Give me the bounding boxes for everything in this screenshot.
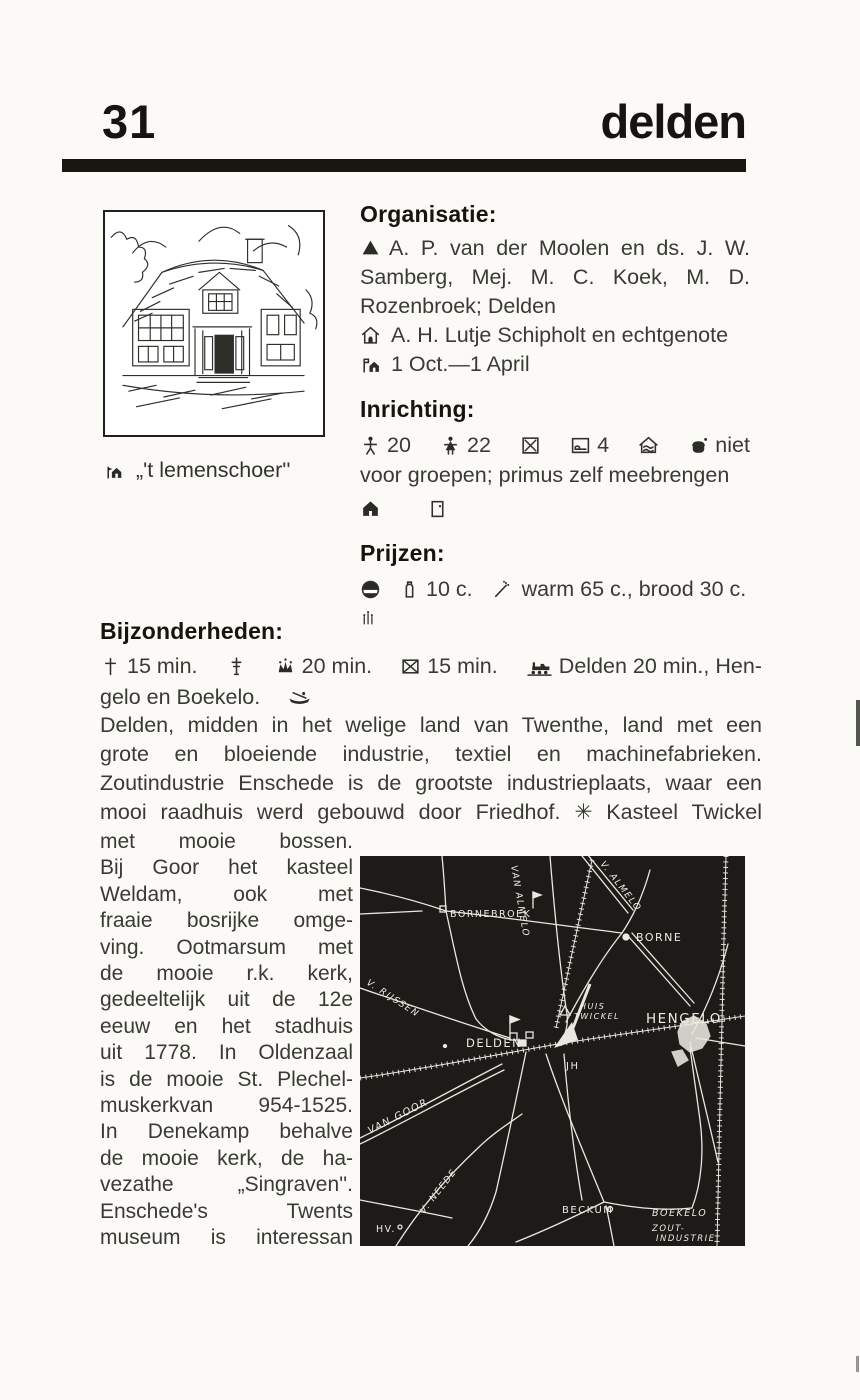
column-line: is de mooie St. Plechel- [100,1067,353,1091]
column-line: uit 1778. In Oldenzaal [100,1041,353,1065]
figure-caption [104,458,291,483]
brush-icon [491,579,512,600]
inrichting-icons-row2 [360,493,750,523]
map-label-v-almelo-right: V. ALMELO [597,859,643,914]
bed-icon [570,435,591,456]
organisatie-leader: A. P. van der Moolen en ds. J. W. Samberg, Mej. M. C. Koek, M. D. Rozenbroek; Delden [360,236,750,318]
map-label-huis: HUIS [580,1002,606,1011]
map-label-v-neede: V. NEEDE [418,1167,460,1216]
scan-artifact [856,1356,859,1372]
warden-house-icon [360,325,381,346]
article-paragraph [100,711,762,827]
bijzonderheden-line2: gelo en Boekelo. [100,682,762,713]
column-line: ving. Ootmarsum met [100,935,353,959]
bijzonderheden-heading: Bijzonderheden: [100,618,284,644]
map-label-v-rijssen: V. RIJSSEN [364,978,421,1020]
region-map [360,856,745,1246]
house-illustration [105,212,322,434]
organisatie-season: 1 Oct.—1 April [360,350,750,379]
organisatie-heading: Organisatie: [360,201,497,227]
prijzen-heading: Prijzen: [360,540,445,566]
map-label-van-almelo-left: VAN ALMELO [508,864,531,939]
house-waves-icon [638,435,659,456]
column-line: Enschede's Twents [100,1199,353,1223]
column-line: vezathe „Singraven''. [100,1173,353,1197]
column-line: In Denekamp behalve [100,1120,353,1144]
listing-details [360,201,750,631]
boxed-x-icon [400,656,421,677]
map-label-van-goor: VAN GOOR [366,1096,431,1137]
rowboat-icon [286,687,313,708]
region-map-svg [360,856,745,1246]
map-label-hv: HV. [376,1224,396,1235]
column-line: muskerkvan 954-1525. [100,1094,353,1118]
map-label-jh: JH [566,1061,580,1072]
double-cross-icon [226,656,247,677]
article-line: Delden, midden in het welige land van Twenthe, land met een [100,713,762,737]
article-line: grote en bloeiende industrie, textiel en machinefabrieken. [100,742,762,766]
column-line: museum is interessan [100,1226,353,1250]
kettle-icon [688,435,709,456]
map-label-zout: ZOUT- [652,1224,686,1234]
season-house-icon [360,354,381,375]
column-line: de mooie kerk, de ha- [100,1146,353,1170]
map-label-beckum: BECKUM [562,1205,614,1216]
house-illustration-frame [103,210,325,437]
map-label-borne: BORNE [636,931,683,944]
column-line: Weldam, ook met [100,882,353,906]
bottle-icon [399,579,420,600]
bijzonderheden-section [100,618,762,713]
inrichting-note: voor groepen; primus zelf meebrengen [360,463,730,487]
cross-icon [100,656,121,677]
disc-icon [360,579,381,600]
map-label-industrie: INDUSTRIE [656,1234,716,1244]
column-line: eeuw en het stadhuis [100,1014,353,1038]
crown-icon [275,656,296,677]
boxed-x-icon [520,435,541,456]
map-label-bornebroek: BORNEBROEK [450,909,532,920]
page-number: 31 [102,95,157,148]
page-title: delden [600,95,746,148]
column-line: Bij Goor het kasteel [100,856,353,880]
article-line: mooi raadhuis werd gebouwd door Friedhof. ✳ Kasteel Twickel [100,800,762,824]
map-label-boekelo: BOEKELO [652,1208,708,1219]
triangle-icon [360,237,381,258]
train-icon [526,656,553,677]
map-label-delden: DELDEN [466,1036,523,1050]
column-line: de mooie r.k. kerk, [100,962,353,986]
woman-icon [440,435,461,456]
scan-artifact [856,700,860,746]
door-icon [427,498,448,519]
inrichting-icons-row: 20 22 4 niet [360,429,750,461]
organisatie-warden: A. H. Lutje Schipholt en echtgenote [360,321,750,350]
column-line: gedeeltelijk uit de 12e [100,988,353,1012]
column-line: fraaie bosrijke omge- [100,909,353,933]
header-rule [62,159,746,172]
caption-text: „'t lemenschoer'' [136,458,291,482]
small-house-icon [360,498,381,519]
map-label-hengelo: HENGELO [646,1011,722,1027]
jh-house-icon [104,460,125,481]
column-line: met mooie bossen. [100,830,353,853]
inrichting-heading: Inrichting: [360,396,475,422]
bijzonderheden-line1: 15 min. 20 min. 15 min. Delden 20 min., Hen- [100,651,762,682]
article-column [100,829,353,1252]
map-label-twickel: TWICKEL [574,1012,620,1021]
prijzen-row: 10 c. warm 65 c., brood 30 c. [360,573,750,605]
article-line: Zoutindustrie Enschede is de grootste industrieplaats, waar een [100,771,762,795]
man-icon [360,435,381,456]
